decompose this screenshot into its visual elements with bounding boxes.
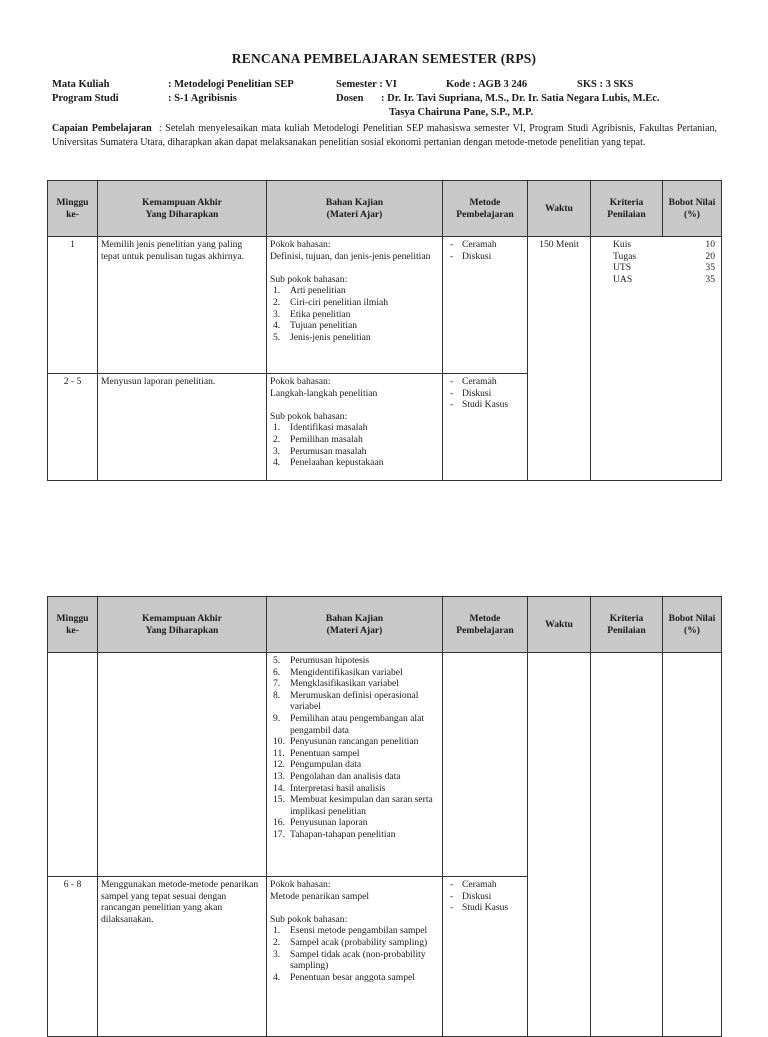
list-item: - Diskusi bbox=[446, 891, 524, 903]
header-bobot: Bobot Nilai (%) bbox=[663, 181, 722, 237]
waktu-cell: 150 Menit bbox=[528, 237, 591, 481]
list-item: - Diskusi bbox=[446, 388, 524, 400]
sub-label: Sub pokok bahasan: bbox=[270, 273, 348, 285]
mata-kuliah-value: : Metodelogi Penelitian SEP bbox=[168, 79, 294, 90]
header-bahan-kajian: Bahan Kajian (Materi Ajar) bbox=[267, 597, 443, 653]
pokok-label: Pokok bahasan: bbox=[270, 376, 331, 387]
program-studi-value: : S-1 Agribisnis bbox=[168, 93, 237, 104]
list-item: 1. Identifikasi masalah bbox=[273, 422, 368, 434]
list-item: 4. Tujuan penelitian bbox=[273, 320, 358, 332]
header-waktu: Waktu bbox=[528, 181, 591, 237]
dosen-label: Dosen bbox=[336, 93, 364, 104]
capaian-label: Capaian Pembelajaran bbox=[52, 123, 152, 134]
sub-label: Sub pokok bahasan: bbox=[270, 913, 348, 925]
rps-table-2 bbox=[47, 596, 722, 1037]
rps-table-1 bbox=[47, 180, 722, 481]
list-item: 15. Membuat kesimpulan dan saran serta implikasi penelitian bbox=[273, 794, 433, 817]
mata-kuliah-label: Mata Kuliah bbox=[52, 79, 110, 90]
document-title: RENCANA PEMBELAJARAN SEMESTER (RPS) bbox=[231, 51, 537, 66]
program-studi-label: Program Studi bbox=[52, 93, 119, 104]
sub-list bbox=[270, 655, 439, 841]
header-minggu: Minggu ke- bbox=[48, 597, 98, 653]
minggu-cell bbox=[48, 653, 98, 877]
kriteria-bobot-cell bbox=[591, 237, 722, 481]
list-item: 16. Penyusunan laporan bbox=[273, 817, 368, 829]
bahan-kajian-cell bbox=[267, 374, 443, 481]
list-item: - Diskusi bbox=[446, 251, 524, 263]
list-item: - Studi Kasus bbox=[446, 902, 524, 914]
list-item: 14. Interpretasi hasil analisis bbox=[273, 782, 386, 794]
header-kriteria: Kriteria Penilaian bbox=[591, 597, 663, 653]
list-item: 4. Penelaahan kepustakaan bbox=[273, 457, 384, 469]
list-item: - Ceramah bbox=[446, 879, 524, 891]
list-item: - Ceramah bbox=[446, 239, 524, 251]
list-item: 5. Jenis-jenis penelitian bbox=[273, 331, 371, 343]
capaian-text: : Setelah menyelesaikan mata kuliah Metodelogi Penelitian SEP mahasiswa semester VI, Program Studi Agribisnis, Fakultas Pertanian, Universitas Sumatera Utara, diharapkan akan dapat melaksanakan penelitian sosial ekonomi pertanian dengan metode-metode penelitian yang tepat. bbox=[52, 123, 718, 148]
list-item: - Ceramah bbox=[446, 376, 524, 388]
header-metode: Metode Pembelajaran bbox=[443, 597, 528, 653]
header-kemampuan: Kemampuan Akhir Yang Diharapkan bbox=[98, 181, 267, 237]
list-item: 5. Perumusan hipotesis bbox=[273, 655, 370, 666]
minggu-cell: 2 - 5 bbox=[48, 374, 98, 481]
sub-label: Sub pokok bahasan: bbox=[270, 410, 348, 422]
list-item: 1. Esensi metode pengambilan sampel bbox=[273, 925, 428, 937]
sks-value: SKS : 3 SKS bbox=[577, 79, 634, 90]
pokok-value: Metode penarikan sampel bbox=[270, 890, 370, 902]
list-item: 7. Mengklasifikasikan variabel bbox=[273, 678, 399, 690]
table-row bbox=[48, 237, 722, 374]
minggu-cell: 6 - 8 bbox=[48, 877, 98, 1037]
kemampuan-cell bbox=[98, 653, 267, 877]
kode-value: Kode : AGB 3 246 bbox=[446, 79, 528, 90]
list-item: 1. Arti penelitian bbox=[273, 285, 346, 297]
bobot-cell bbox=[663, 653, 722, 1037]
waktu-cell bbox=[528, 653, 591, 1037]
dosen-value-2: Tasya Chairuna Pane, S.P., M.P. bbox=[389, 107, 534, 118]
kemampuan-cell: Menggunakan metode-metode penarikan sampel yang tepat sesuai dengan rancangan penelitian yang akan dilaksanakan. bbox=[98, 877, 267, 1037]
header-metode: Metode Pembelajaran bbox=[443, 181, 528, 237]
semester-value: Semester : VI bbox=[336, 79, 397, 90]
metode-cell bbox=[443, 237, 528, 374]
list-item: 6. Mengidentifikasikan variabel bbox=[273, 666, 403, 678]
list-item: 17. Tahapan-tahapan penelitian bbox=[273, 828, 396, 840]
list-item: 2. Pemilihan masalah bbox=[273, 433, 363, 445]
kriteria-row: Tugas 20 bbox=[613, 250, 715, 262]
list-item: 2. Sampel acak (probability sampling) bbox=[273, 936, 428, 948]
list-item: 9. Pemilihan atau pengembangan alat pengambil data bbox=[273, 712, 424, 736]
list-item: 3. Etika penelitian bbox=[273, 308, 351, 320]
dosen-value: : Dr. Ir. Tavi Supriana, M.S., Dr. Ir. Satia Negara Lubis, M.Ec. bbox=[381, 93, 660, 104]
kriteria-row: UAS 35 bbox=[613, 273, 715, 285]
kriteria-row: UTS 35 bbox=[613, 262, 715, 274]
header-kemampuan: Kemampuan Akhir Yang Diharapkan bbox=[98, 597, 267, 653]
kemampuan-cell: Memilih jenis penelitian yang paling tepat untuk penulisan tugas akhirnya. bbox=[98, 237, 267, 374]
table-header-row bbox=[48, 181, 722, 237]
bahan-kajian-cell bbox=[267, 237, 443, 374]
list-item: 2. Ciri-ciri penelitian ilmiah bbox=[273, 296, 389, 308]
sub-list bbox=[270, 422, 439, 468]
list-item: 4. Penentuan besar anggota sampel bbox=[273, 971, 415, 983]
header-kriteria: Kriteria Penilaian bbox=[591, 181, 663, 237]
list-item: 10. Penyusunan rancangan penelitian bbox=[273, 736, 419, 748]
list-item: 8. Merumuskan definisi operasional variabel bbox=[273, 689, 419, 713]
list-item: 12. Pengumpulan data bbox=[273, 759, 362, 771]
kriteria-cell bbox=[591, 653, 663, 1037]
capaian-pembelajaran bbox=[52, 122, 717, 149]
pokok-label: Pokok bahasan: bbox=[270, 239, 331, 250]
kemampuan-cell: Menyusun laporan penelitian. bbox=[98, 374, 267, 481]
header-bobot: Bobot Nilai (%) bbox=[663, 597, 722, 653]
metode-cell bbox=[443, 877, 528, 1037]
bahan-kajian-cell bbox=[267, 653, 443, 877]
list-item: 13. Pengolahan dan analisis data bbox=[273, 770, 401, 782]
metode-cell bbox=[443, 653, 528, 877]
sub-list bbox=[270, 285, 439, 343]
list-item: 11. Penentuan sampel bbox=[273, 747, 360, 759]
header-waktu: Waktu bbox=[528, 597, 591, 653]
minggu-cell: 1 bbox=[48, 237, 98, 374]
list-item: - Studi Kasus bbox=[446, 399, 524, 411]
header-minggu: Minggu ke- bbox=[48, 181, 98, 237]
list-item: 3. Sampel tidak acak (non-probability sampling) bbox=[273, 948, 426, 972]
header-bahan-kajian: Bahan Kajian (Materi Ajar) bbox=[267, 181, 443, 237]
list-item: 3. Perumusan masalah bbox=[273, 445, 367, 457]
bahan-kajian-cell bbox=[267, 877, 443, 1037]
pokok-value: Langkah-langkah penelitian bbox=[270, 387, 378, 399]
table-row bbox=[48, 653, 722, 877]
pokok-label: Pokok bahasan: bbox=[270, 879, 331, 890]
metode-cell bbox=[443, 374, 528, 481]
kriteria-row: Kuis 10 bbox=[613, 239, 715, 250]
table-header-row bbox=[48, 597, 722, 653]
pokok-value: Definisi, tujuan, dan jenis-jenis penelitian bbox=[270, 250, 431, 262]
sub-list bbox=[270, 925, 439, 983]
